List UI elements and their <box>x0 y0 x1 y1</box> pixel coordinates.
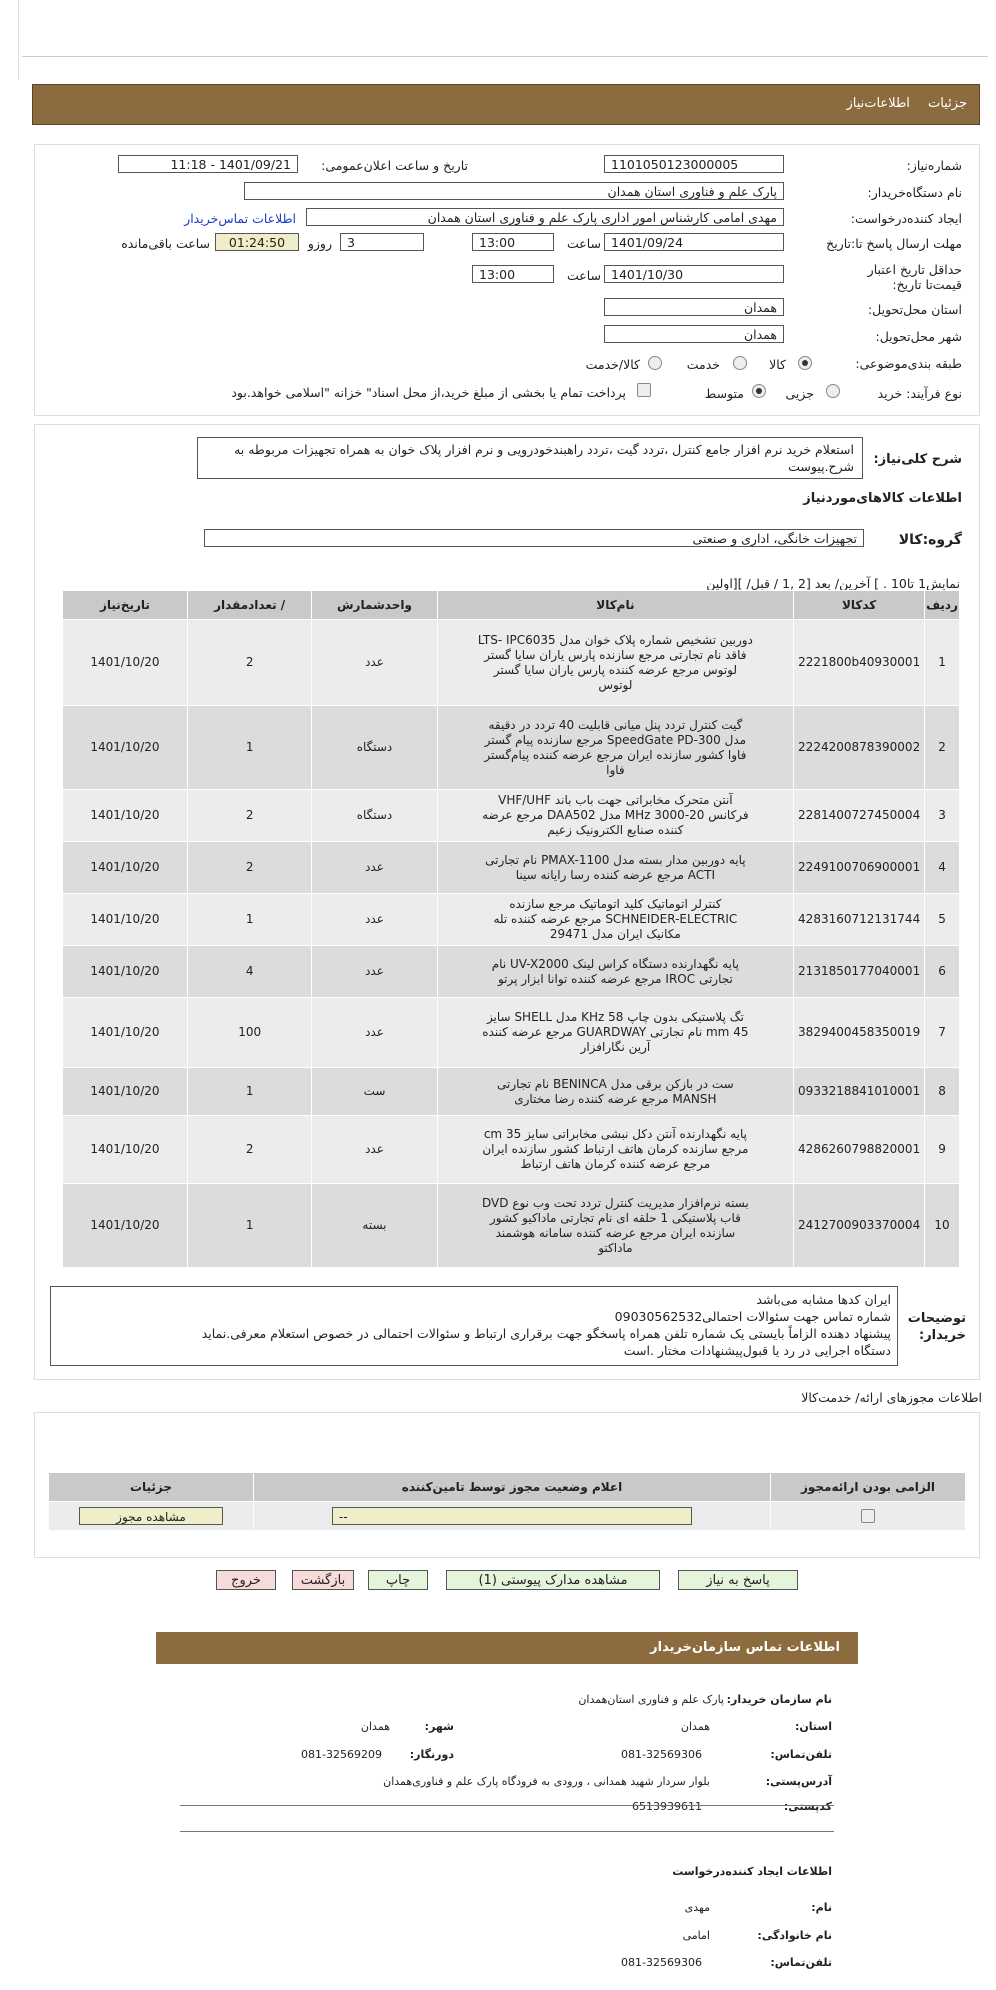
item-code: 2249100706900001 <box>794 842 925 894</box>
radio-goods-service-label: کالا/خدمت <box>585 357 640 372</box>
item-date: 1401/10/20 <box>63 706 188 790</box>
note-line: ایران کدها مشابه می‌باشد <box>756 1292 891 1307</box>
tab-details[interactable]: جزئیات <box>928 96 967 111</box>
purchase-label: نوع فرآیند: خرید <box>877 386 962 401</box>
table-row <box>63 706 960 790</box>
col-date: تاریخ‌نیاز <box>63 591 188 620</box>
radio-goods[interactable] <box>798 356 812 370</box>
phone-label: تلفن‌تماس: <box>770 1748 832 1761</box>
back-button[interactable]: بازگشت <box>292 1570 354 1590</box>
item-date: 1401/10/20 <box>63 946 188 998</box>
note-line: شماره تماس جهت سئوالات احتمالی09030562532 <box>614 1309 891 1324</box>
item-date: 1401/10/20 <box>63 1068 188 1116</box>
item-qty: 1 <box>187 1068 312 1116</box>
deadline-label: مهلت ارسال پاسخ تا:تاریخ <box>826 236 962 251</box>
col-license-required: الزامی بودن ارائه‌مجوز <box>771 1473 966 1502</box>
item-code: 2131850177040001 <box>794 946 925 998</box>
days-field: 3 <box>340 233 424 251</box>
item-qty: 2 <box>187 842 312 894</box>
header-bar <box>32 84 980 125</box>
item-qty: 4 <box>187 946 312 998</box>
col-code: کدکالا <box>794 591 925 620</box>
buyer-org-label: نام دستگاه‌خریدار: <box>867 185 962 200</box>
exit-button[interactable]: خروج <box>216 1570 276 1590</box>
treasury-checkbox[interactable] <box>637 383 651 397</box>
table-row <box>63 894 960 946</box>
row-index: 9 <box>925 1116 960 1184</box>
item-code: 2224200878390002 <box>794 706 925 790</box>
fax-value: 081-32569209 <box>301 1748 382 1761</box>
item-code: 4283160712131744 <box>794 894 925 946</box>
item-date: 1401/10/20 <box>63 894 188 946</box>
license-status-field[interactable]: -- <box>332 1507 692 1525</box>
item-unit: عدد <box>312 1116 437 1184</box>
creator-field: مهدی امامی کارشناس امور اداری پارک علم و فناوری استان همدان <box>306 208 784 226</box>
attachments-button[interactable]: مشاهده مدارک پیوستی (1) <box>446 1570 660 1590</box>
name-value: مهدی <box>684 1901 710 1914</box>
row-index: 6 <box>925 946 960 998</box>
table-row <box>63 998 960 1068</box>
family-value: امامی <box>682 1929 710 1942</box>
radio-medium[interactable] <box>752 384 766 398</box>
radio-minor-label: جزیی <box>785 386 814 401</box>
contact-divider <box>180 1805 834 1806</box>
address-value: بلوار سردار شهید همدانی ، ورودی به فرودگاه پارک علم و فناوری‌همدان <box>383 1775 710 1788</box>
col-unit: واحدشمارش <box>312 591 437 620</box>
item-date: 1401/10/20 <box>63 620 188 706</box>
item-qty: 2 <box>187 1116 312 1184</box>
validity-date-field: 1401/10/30 <box>604 265 784 283</box>
item-code: 0933218841010001 <box>794 1068 925 1116</box>
item-date: 1401/10/20 <box>63 842 188 894</box>
payment-text: پرداخت تمام یا بخشی از مبلغ خرید،از محل اسناد" خزانه "اسلامی خواهد.بود <box>231 385 626 400</box>
row-index: 1 <box>925 620 960 706</box>
row-index: 7 <box>925 998 960 1068</box>
row-index: 8 <box>925 1068 960 1116</box>
row-index: 3 <box>925 790 960 842</box>
table-row <box>63 1116 960 1184</box>
table-row <box>63 790 960 842</box>
license-table <box>48 1472 966 1531</box>
items-table <box>62 590 960 1268</box>
city-field: همدان <box>604 325 784 343</box>
item-qty: 1 <box>187 1184 312 1268</box>
license-title: اطلاعات مجوزهای ارائه/ خدمت‌کالا <box>801 1390 982 1405</box>
summary-text: استعلام خرید نرم افزار جامع کنترل ،تردد گیت ،تردد راهبندخودرویی و نرم افزار پلاک خوان به همراه تجهیزات مربوطه به شرح.پیوست <box>197 437 863 479</box>
need-number-label: شماره‌نیاز: <box>906 158 962 173</box>
item-name: پایه نگهدارنده دستگاه کراس لینک UV-X2000 نام تجارتی IROC مرجع عرضه کننده توانا ابزار پرتو <box>437 946 794 998</box>
item-name: آنتن متحرک مخابراتی جهت باب باند VHF/UHF فرکانس 20-3000 MHz مدل DAA502 مرجع عرضه کننده صنایع الکترونیک زعیم <box>437 790 794 842</box>
item-qty: 1 <box>187 706 312 790</box>
buyer-notes-label: توضیحات خریدار: <box>907 1311 966 1343</box>
creator-phone-value: 081-32569306 <box>621 1956 702 1969</box>
radio-medium-label: متوسط <box>704 386 744 401</box>
item-name: کنترلر اتوماتیک کلید اتوماتیک مرجع سازنده SCHNEIDER-ELECTRIC مرجع عرضه کننده تله مکانیک ایران مدل 29471 <box>437 894 794 946</box>
phone-value: 081-32569306 <box>621 1748 702 1761</box>
remaining-time-field: 01:24:50 <box>215 233 299 251</box>
item-name: بسته نرم‌افزار مدیریت کنترل تردد تحت وب نوع DVD قاب پلاستیکی 1 حلقه ای نام تجارتی ماداکیو کشور سازنده ایران مرجع عرضه کننده سامانه هوشمند ماداکتو <box>437 1184 794 1268</box>
item-name: پایه دوربین مدار بسته مدل PMAX-1100 نام تجارتی ACTI مرجع عرضه کننده رسا رایانه سینا <box>437 842 794 894</box>
item-qty: 2 <box>187 620 312 706</box>
radio-goods-label: کالا <box>769 357 786 372</box>
province-contact-label: استان: <box>795 1720 832 1733</box>
table-row <box>63 842 960 894</box>
item-date: 1401/10/20 <box>63 790 188 842</box>
item-unit: دستگاه <box>312 706 437 790</box>
item-code: 2221800b40930001 <box>794 620 925 706</box>
org-value: پارک علم و فناوری استان‌همدان <box>578 1693 724 1706</box>
item-qty: 2 <box>187 790 312 842</box>
radio-service[interactable] <box>733 356 747 370</box>
radio-goods-service[interactable] <box>648 356 662 370</box>
fax-label: دورنگار: <box>409 1748 454 1761</box>
item-name: تگ پلاستیکی بدون چاپ 58 KHz مدل SHELL سایز 45 mm نام تجارتی GUARDWAY مرجع عرضه کننده آرین نگارافزار <box>437 998 794 1068</box>
day-label: روزو <box>307 236 332 251</box>
item-unit: عدد <box>312 620 437 706</box>
contact-divider-2 <box>180 1831 834 1832</box>
deadline-time-label: ساعت <box>566 236 601 251</box>
radio-service-label: خدمت <box>686 357 720 372</box>
table-row <box>63 1184 960 1268</box>
item-unit: عدد <box>312 842 437 894</box>
pagination[interactable]: نمایش1 تا10 . ] آخرین/ بعد [2 ,1 / قبل/ ][اولین <box>706 576 960 591</box>
buyer-notes <box>50 1286 898 1366</box>
creator-section-title: اطلاعات ایجاد کننده‌درخواست <box>672 1865 832 1878</box>
item-date: 1401/10/20 <box>63 1184 188 1268</box>
category-label: طبقه بندی‌موضوعی: <box>855 356 962 371</box>
note-line: دستگاه اجرایی در رد یا قبول‌پیشنهادات مختار .است <box>623 1343 891 1358</box>
col-row: ردیف <box>925 591 960 620</box>
city-contact-label: شهر: <box>424 1720 454 1733</box>
left-border <box>18 0 19 80</box>
item-unit: عدد <box>312 946 437 998</box>
remaining-label: ساعت باقی‌مانده <box>121 236 210 251</box>
item-name: ست در بازکن برقی مدل BENINCA نام تجارتی MANSH مرجع عرضه کننده رضا مختاری <box>437 1068 794 1116</box>
item-code: 3829400458350019 <box>794 998 925 1068</box>
item-name: دوربین تشخیص شماره پلاک خوان مدل LTS- IPC6035 فاقد نام تجارتی مرجع سازنده پارس یاران سایا گستر لوتوس مرجع عرضه کننده پارس یاران سایا گستر لوتوس <box>437 620 794 706</box>
city-label: شهر محل‌تحویل: <box>875 329 962 344</box>
summary-label: شرح کلی‌نیاز: <box>873 452 962 467</box>
need-number-field: 1101050123000005 <box>604 155 784 173</box>
family-label: نام خانوادگی: <box>757 1929 832 1942</box>
contact-header <box>156 1632 858 1664</box>
announce-label: تاریخ و ساعت اعلان‌عمومی: <box>321 158 468 173</box>
validity-time-field: 13:00 <box>472 265 554 283</box>
creator-phone-label: تلفن‌تماس: <box>770 1956 832 1969</box>
item-unit: عدد <box>312 894 437 946</box>
org-label: نام سازمان‌ خریدار: <box>726 1693 832 1706</box>
reply-button[interactable]: پاسخ به نیاز <box>678 1570 798 1590</box>
item-unit: دستگاه <box>312 790 437 842</box>
postal-label: کد‌پستی: <box>783 1800 832 1813</box>
row-index: 5 <box>925 894 960 946</box>
postal-value: 6513939611 <box>632 1800 702 1813</box>
row-index: 10 <box>925 1184 960 1268</box>
row-index: 2 <box>925 706 960 790</box>
view-license-button[interactable]: مشاهده مجوز <box>79 1507 223 1525</box>
group-label: گروه:کالا <box>898 532 962 548</box>
table-row <box>63 1068 960 1116</box>
table-row <box>63 946 960 998</box>
col-qty: / تعدادمقدار <box>187 591 312 620</box>
item-name: پایه نگهدارنده آنتن دکل نبشی مخابراتی سایز 35 cm مرجع سازنده کرمان هاتف ارتباط کشور سازنده ایران مرجع عرضه کننده کرمان هاتف ارتباط <box>437 1116 794 1184</box>
col-name: نام‌کالا <box>437 591 794 620</box>
item-date: 1401/10/20 <box>63 998 188 1068</box>
item-code: 2281400727450004 <box>794 790 925 842</box>
license-required-checkbox[interactable] <box>861 1509 875 1523</box>
deadline-date-field: 1401/09/24 <box>604 233 784 251</box>
contact-title: اطلاعات تماس سازمان‌خریدار <box>650 1640 840 1655</box>
address-label: آدرس‌پستی: <box>765 1775 832 1788</box>
name-label: نام: <box>811 1901 832 1914</box>
item-qty: 100 <box>187 998 312 1068</box>
validity-time-label: ساعت <box>566 268 601 283</box>
col-license-status: اعلام وضعیت مجوز توسط تامین‌کننده <box>254 1473 771 1502</box>
province-field: همدان <box>604 298 784 316</box>
validity-label: حداقل تاریخ اعتبار قیمت‌تا تاریخ: <box>867 262 962 292</box>
note-line: پیشنهاد دهنده الزاماً بایستی یک شماره تلفن همراه پاسخگو جهت برقراری ارتباط و سئوالات احتمالی در خصوص استعلام معرفی.نماید <box>201 1326 891 1341</box>
buyer-org-field: پارک علم و فناوری استان همدان <box>244 182 784 200</box>
item-unit: عدد <box>312 998 437 1068</box>
table-row <box>63 620 960 706</box>
item-unit: ست <box>312 1068 437 1116</box>
buyer-contact-link[interactable]: اطلاعات تماس‌خریدار <box>184 211 296 226</box>
deadline-time-field: 13:00 <box>472 233 554 251</box>
item-date: 1401/10/20 <box>63 1116 188 1184</box>
radio-minor[interactable] <box>826 384 840 398</box>
province-contact-value: همدان <box>680 1720 710 1733</box>
creator-label: ایجاد کننده‌درخواست: <box>850 211 962 226</box>
announce-field: 1401/09/21 - 11:18 <box>118 155 298 173</box>
item-code: 2412700903370004 <box>794 1184 925 1268</box>
province-label: استان محل‌تحویل: <box>867 302 962 317</box>
item-unit: بسته <box>312 1184 437 1268</box>
item-code: 4286260798820001 <box>794 1116 925 1184</box>
item-qty: 1 <box>187 894 312 946</box>
city-contact-value: همدان <box>360 1720 390 1733</box>
group-field: تجهیزات خانگی، اداری و صنعتی <box>204 529 864 547</box>
col-license-details: جزئیات <box>49 1473 254 1502</box>
item-name: گیت کنترل تردد پنل میانی قابلیت 40 تردد در دقیقه مدل SpeedGate PD-300 مرجع سازنده پیام گستر فاوا کشور سازنده ایران مرجع عرضه کننده پیام‌گستر فاوا <box>437 706 794 790</box>
top-divider <box>22 56 988 57</box>
print-button[interactable]: چاپ <box>368 1570 428 1590</box>
tab-need-info[interactable]: اطلاعات‌نیاز <box>846 96 910 111</box>
row-index: 4 <box>925 842 960 894</box>
goods-info-title: اطلاعات کالاهای‌موردنیاز <box>803 491 962 506</box>
